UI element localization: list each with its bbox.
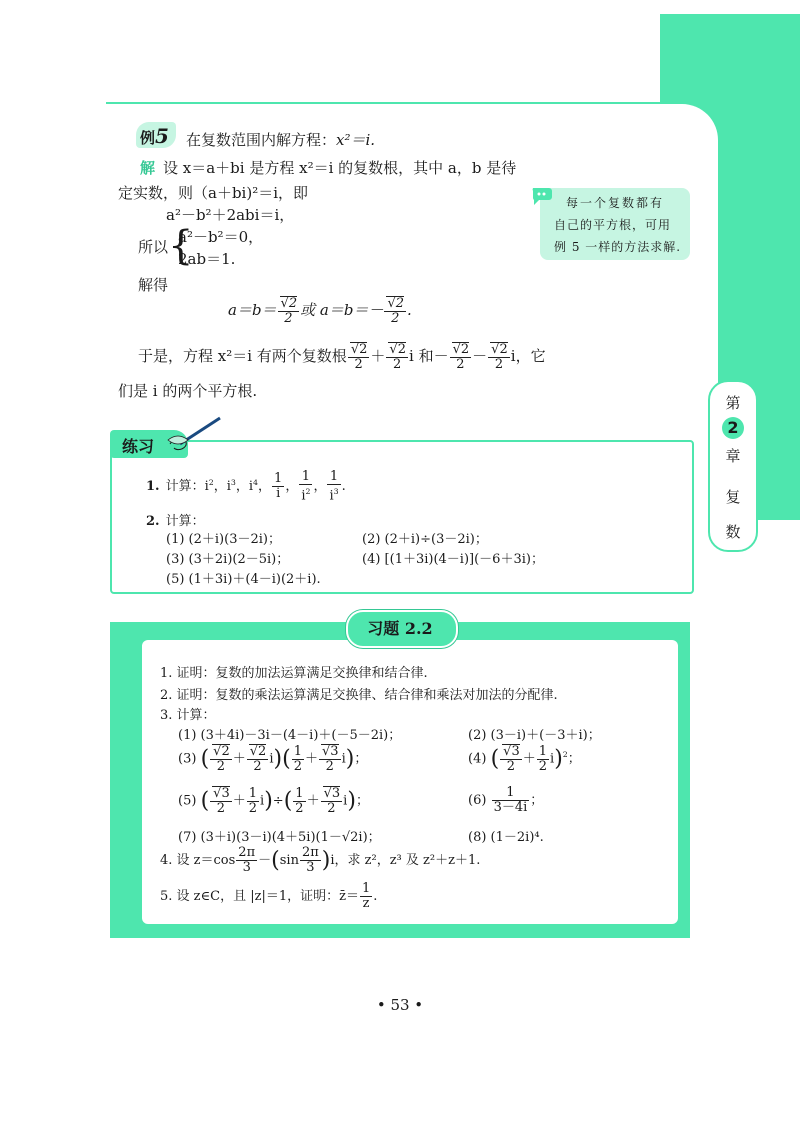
- fraction-denominator: z: [362, 896, 370, 911]
- example-statement-text: 在复数范围内解方程：: [186, 131, 337, 149]
- practice-q2-text: 计算：: [165, 514, 205, 529]
- exercise-q1: 1. 证明：复数的加法运算满足交换律和结合律.: [160, 666, 428, 681]
- example-statement: [186, 129, 375, 150]
- fraction-sqrt2-over-2: √ $\frac{2}{2}$: [386, 342, 408, 372]
- practice-title: 练习: [122, 437, 155, 456]
- solution-label: 解: [140, 159, 156, 177]
- exercise-q4-b: －: [258, 853, 272, 868]
- fraction-numerator: 1: [492, 786, 530, 801]
- solution-line1: [140, 157, 516, 178]
- exercise-q3-4: (4) ( √ $\frac{3}{2}$ ＋ $\frac{1}{2}$ i)$^2$；: [468, 744, 581, 774]
- exercises-title: 习题 2.2: [367, 619, 433, 638]
- side-note: [540, 188, 690, 260]
- practice-q2-label: 2.: [146, 514, 160, 529]
- exercise-q3-1: (1) (3＋4i)－3i－(4－i)＋(－5－2i)；: [178, 728, 402, 743]
- example-badge-text: [140, 124, 169, 148]
- exercise-q5-a: 5. 设 z∈C，且 |z|＝1，证明：: [160, 889, 340, 904]
- side-note-line2: 自己的平方根，可用: [554, 218, 672, 232]
- practice-q2: [146, 510, 205, 529]
- fraction-1-over-i3: $\frac{1}{i^3}$: [329, 469, 339, 504]
- result-end: .: [407, 301, 412, 319]
- fraction-2pi-over-3: $\frac{2\pi}{3}$: [301, 845, 319, 875]
- practice-q2-item-5: (5) (1＋3i)＋(4－i)(2＋i).: [166, 572, 321, 587]
- solved-label: 解得: [138, 276, 169, 294]
- exercise-q5: [160, 882, 377, 911]
- fraction-1-over-3-minus-4i: [492, 786, 530, 815]
- practice-q1-text: 计算：: [165, 479, 205, 495]
- chapter-title-2: 数: [725, 523, 741, 541]
- example-equation: x²＝i.: [336, 131, 376, 149]
- exercise-q4-c: i，求 z²，z³ 及 z²＋z＋1.: [330, 853, 481, 868]
- practice-q2-item-3: (3) (3＋2i)(2－5i)；: [166, 552, 290, 567]
- fraction-sqrt3-over-2: √ $\frac{3}{2}$: [500, 744, 522, 774]
- fraction-sqrt2-over-2: √ $\frac{2}{2}$: [488, 342, 510, 372]
- side-note-line3: 例 5 一样的方法求解.: [554, 240, 682, 254]
- exercise-q5-b: z̄＝: [339, 889, 359, 904]
- fraction-sqrt3-over-2: √ $\frac{3}{2}$: [210, 786, 232, 816]
- chapter-number: 2: [722, 417, 744, 439]
- fraction-sqrt2-over-2: √ $\frac{2}{2}$: [247, 744, 269, 774]
- so-label: 所以: [138, 238, 169, 256]
- solution-line2: 定实数，则（a＋bi)²＝i，即: [118, 184, 309, 202]
- exercise-q3-3-label: (3): [178, 751, 197, 767]
- chapter-tab[interactable]: [708, 380, 758, 552]
- fraction-sqrt2-over-2: √ $\frac{2}{2}$: [210, 744, 232, 774]
- exercise-q3-4-label: (4): [468, 751, 487, 767]
- fraction-1-over-i: $\frac{1}{i}$: [274, 471, 283, 502]
- exercise-q3: 3. 计算：: [160, 708, 216, 723]
- conclusion-c: ，它: [515, 347, 546, 365]
- result-or: 或 a＝b＝－: [300, 301, 384, 319]
- fraction-1-over-i2: $\frac{1}{i^2}$: [301, 469, 311, 504]
- system-eq2: 2ab＝1.: [178, 250, 236, 268]
- practice-q1-label: 1.: [146, 479, 160, 495]
- page-number: • 53 •: [376, 996, 424, 1014]
- conclusion-line2: 们是 i 的两个平方根.: [118, 382, 258, 400]
- side-note-line1: 每一个复数都有: [566, 196, 665, 210]
- conclusion-b: 和－: [418, 347, 449, 365]
- result-prefix: a＝b＝: [228, 301, 277, 319]
- fraction-denominator: 3－4i: [493, 800, 528, 815]
- example-badge-number: 5: [155, 124, 169, 148]
- exercise-q4: 4. 设 z＝cos $\frac{2\pi}{3}$ －(sin $\frac{2\pi}{3}$ )i，求 z²，z³ 及 z²＋z＋1.: [160, 845, 481, 875]
- fraction-numerator: 1: [361, 881, 371, 896]
- fraction-sqrt2-over-2: √ $\frac{2}{2}$: [450, 342, 472, 372]
- exercise-q3-6: (6) $\frac{1}{3-4i}$ ；: [468, 785, 544, 815]
- exercise-q4-a: 4. 设 z＝cos: [160, 853, 236, 868]
- fraction-sqrt2-over-2: √ $\frac{2}{2}$: [348, 342, 370, 372]
- speech-bubble-icon: [530, 184, 556, 208]
- practice-q1: 1. 计算：$i^2$，$i^3$，$i^4$， $\frac{1}{i}$ ， $\frac{1}{i^2}$ ， $\frac{1}{i^3}$ .: [146, 469, 346, 504]
- solution-line1-text: 设 x＝a＋bi 是方程 x²＝i 的复数根，其中 a，b 是待: [163, 159, 517, 177]
- chapter-label-mid: 章: [725, 447, 741, 465]
- exercise-q3-7: (7) (3＋i)(3－i)(4＋5i)(1－√2i)；: [178, 830, 381, 845]
- exercise-q3-8: (8) (1－2i)⁴.: [468, 830, 544, 845]
- exercise-q3-5: (5) ( √ $\frac{3}{2}$ ＋ $\frac{1}{2}$ i)÷( $\frac{1}{2}$ ＋ √ $\frac{3}{2}$ i)；: [178, 786, 369, 816]
- result-line: [228, 296, 412, 326]
- practice-q2-item-2: (2) (2＋i)÷(3－2i)；: [362, 532, 488, 547]
- exercise-q3-3: (3) ( √ $\frac{2}{2}$ ＋ √ $\frac{2}{2}$ i)( $\frac{1}{2}$ ＋ √ $\frac{3}{2}$ i)；: [178, 744, 367, 774]
- fraction-sqrt2-over-2: √ $\frac{2}{2}$: [278, 296, 300, 326]
- fraction-1-over-2: $\frac{1}{2}$: [295, 785, 304, 816]
- pen-icon: [166, 414, 224, 454]
- exercise-q3-6-label: (6): [468, 793, 487, 808]
- fraction-sqrt3-over-2: √ $\frac{3}{2}$: [321, 786, 343, 816]
- fraction-1-over-2: $\frac{1}{2}$: [293, 743, 302, 774]
- system-eq1: a²－b²＝0，: [178, 228, 264, 246]
- exercise-q2: 2. 证明：复数的乘法运算满足交换律、结合律和乘法对加法的分配律.: [160, 688, 558, 703]
- exercise-q3-2: (2) (3－i)＋(－3＋i)；: [468, 728, 601, 743]
- fraction-1-over-2: $\frac{1}{2}$: [248, 785, 258, 816]
- header-line: [106, 102, 676, 104]
- solution-line3: a²－b²＋2abi＝i，: [166, 206, 295, 224]
- conclusion-a: 于是，方程 x²＝i 有两个复数根: [138, 347, 347, 365]
- fraction-sqrt3-over-2: √ $\frac{3}{2}$: [319, 744, 341, 774]
- exercise-q5-end: .: [373, 889, 378, 904]
- practice-q2-item-1: (1) (2＋i)(3－2i)；: [166, 532, 281, 547]
- fraction-2pi-over-3: $\frac{2\pi}{3}$: [238, 845, 256, 875]
- chapter-title-1: 复: [725, 488, 741, 506]
- exercise-q3-5-label: (5): [178, 793, 197, 809]
- example-badge-prefix: 例: [140, 129, 156, 147]
- fraction-sqrt2-over-2: √ $\frac{2}{2}$: [384, 296, 406, 326]
- fraction-1-over-z: [360, 882, 372, 911]
- practice-q2-item-4: (4) [(1＋3i)(4－i)](－6＋3i)；: [362, 552, 544, 567]
- chapter-label-top: 第: [725, 394, 741, 412]
- system-brace: {: [168, 223, 194, 269]
- conclusion-line1: 于是，方程 x²＝i 有两个复数根 √ $\frac{2}{2}$ ＋ √ $\frac{2}{2}$ i 和－ √ $\frac{2}{2}$ － √ $\frac{2}{2}$ i，它: [138, 342, 546, 372]
- fraction-1-over-2: $\frac{1}{2}$: [538, 743, 548, 774]
